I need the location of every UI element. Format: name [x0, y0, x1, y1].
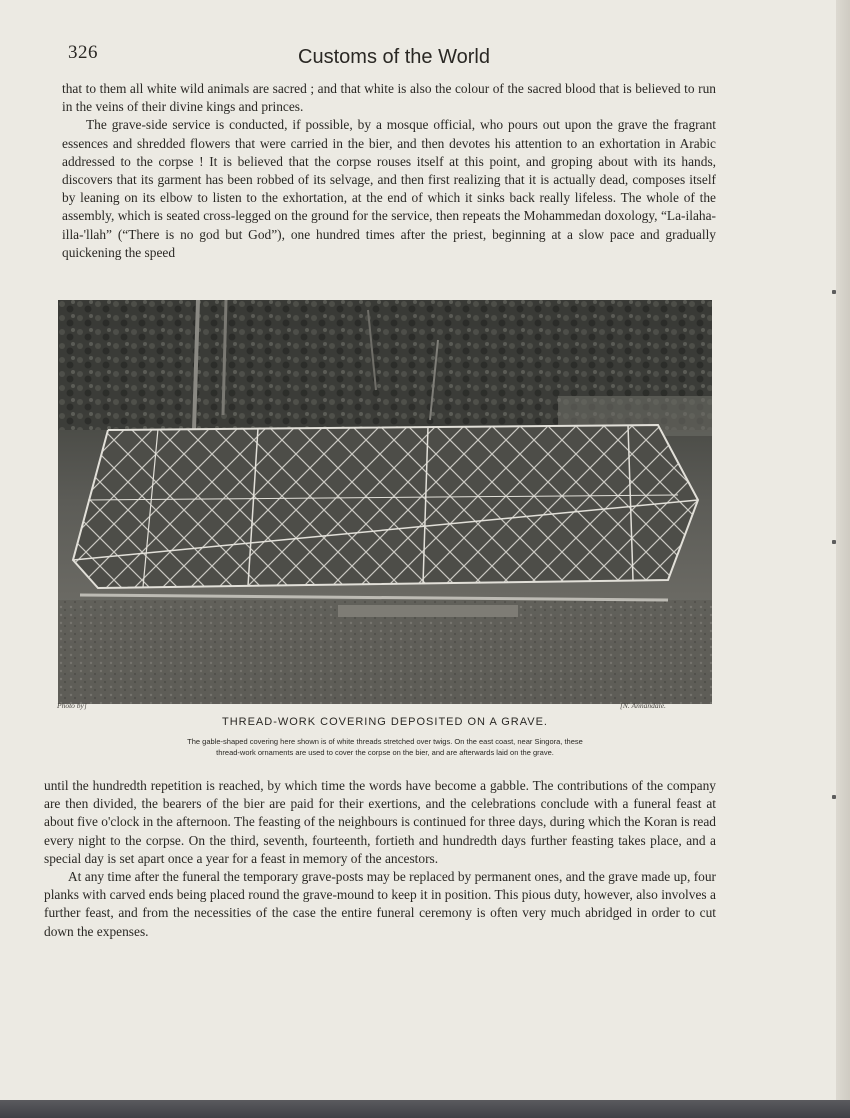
running-title: Customs of the World	[298, 46, 490, 68]
paragraph-grave-side-service: The grave-side service is conducted, if possible, by a mosque official, who pours out upon the grave the fragrant essences and shredded flowers that were carried in the bier, and then devotes his attention to an exhortation in Arabic addressed to the corpse ! It is believed that the corpse rouses itself at this point, and groping about with its hands, discovers that its garment has been robbed of its selvage, and then first realizing that it is actually dead, composes itself by leaning on its elbow to listen to the exhortation, at the end of which it sinks back really lifeless. The whole of the assembly, which is seated cross-legged on the ground for the service, then repeats the Mohammedan doxology, “La-ilaha-illa-'llah” (“There is no god but God”), one hundred times after the priest, beginning at a slow pace and gradually quickening the speed	[62, 117, 716, 260]
page-edge-right	[836, 0, 850, 1118]
caption-line: The gable-shaped covering here shown is of white threads stretched over twigs. On the east coast, near Singora, these	[187, 737, 583, 746]
caption-line: thread-work ornaments are used to cover the corpse on the bier, and are afterwards laid on the grave.	[216, 748, 554, 757]
photo-credit-left: Photo by]	[57, 701, 87, 710]
text-block-top	[62, 80, 716, 262]
text-block-bottom	[44, 777, 716, 941]
paragraph-hundredth-repetition: until the hundredth repetition is reached, by which time the words have become a gabble. The contributions of the company are then divided, the bearers of the bier are paid for their exertions, and the celebrations conclude with a funeral feast at about five o'clock in the afternoon. The feasting of the neighbours is continued for three days, during which the Koran is read every night to the corpse. On the third, seventh, fourteenth, fortieth and hundredth days further feasting takes place, and a special day is set apart once a year for a feast in memory of the ancestors.	[44, 778, 716, 866]
paragraph-continuation: that to them all white wild animals are sacred ; and that white is also the colour of the sacred blood that is believed to run in the veins of their divine kings and princes.	[62, 81, 716, 115]
photo-image	[58, 300, 712, 704]
page-number: 326	[68, 42, 98, 63]
page-edge-bottom	[0, 1100, 850, 1118]
figure-caption-body	[58, 736, 712, 758]
figure-caption-title: THREAD-WORK COVERING DEPOSITED ON A GRAVE.	[221, 716, 548, 728]
grave-photograph	[58, 300, 712, 704]
paragraph-permanent-posts: At any time after the funeral the temporary grave-posts may be replaced by permanent ones, and the grave made up, four planks with carved ends being placed round the grave-mound to keep it in position. This pious duty, however, also involves a further feast, and from the necessities of the case the entire funeral ceremony is often very much abridged in order to cut down the expenses.	[44, 869, 716, 939]
photo-credit-right: [N. Annandale.	[620, 701, 666, 710]
